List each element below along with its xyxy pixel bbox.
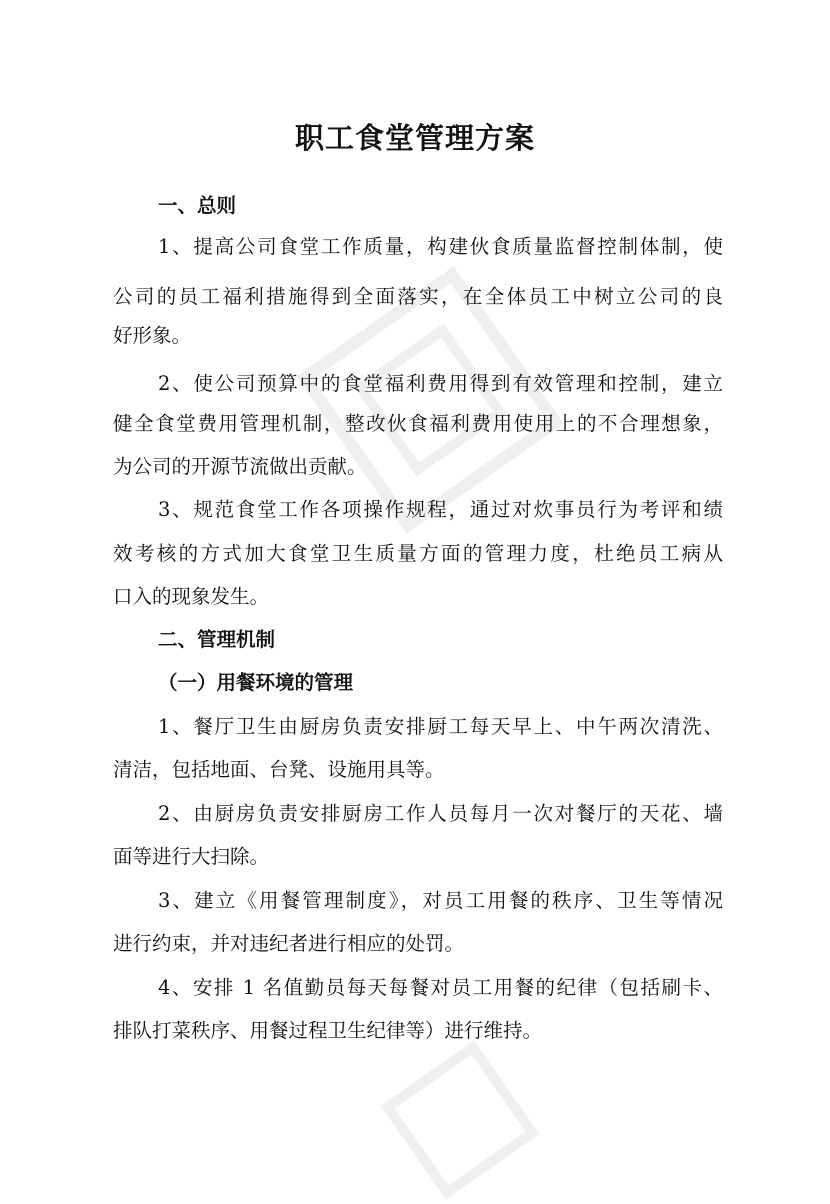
- mechanism-1-line-2: 清洁，包括地面、台凳、设施用具等。: [113, 758, 445, 781]
- mechanism-3-line-2: 进行约束，并对违纪者进行相应的处罚。: [113, 932, 465, 955]
- paragraph-1-line-1: 1、提高公司食堂工作质量，构建伙食质量监督控制体制，使: [158, 235, 723, 258]
- paragraph-3-line-3: 口入的现象发生。: [113, 585, 270, 608]
- paragraph-2-line-1: 2、使公司预算中的食堂福利费用得到有效管理和控制，建立: [158, 372, 723, 395]
- paragraph-3-line-1: 3、规范食堂工作各项操作规程，通过对炊事员行为考评和绩: [158, 498, 723, 521]
- mechanism-2-line-2: 面等进行大扫除。: [113, 845, 270, 868]
- heading-mechanism: 二、管理机制: [158, 628, 276, 651]
- paragraph-1-line-3: 好形象。: [113, 324, 192, 347]
- mechanism-1-line-1: 1、餐厅卫生由厨房负责安排厨工每天早上、中午两次清洗、: [158, 715, 723, 738]
- mechanism-4-line-2: 排队打菜秩序、用餐过程卫生纪律等）进行维持。: [113, 1019, 543, 1042]
- paragraph-2-line-2: 健全食堂费用管理机制，整改伙食福利费用使用上的不合理想象，: [113, 412, 723, 435]
- document-title: 职工食堂管理方案: [294, 121, 535, 155]
- mechanism-2-line-1: 2、由厨房负责安排厨房工作人员每月一次对餐厅的天花、墙: [158, 802, 723, 825]
- paragraph-3-line-2: 效考核的方式加大食堂卫生质量方面的管理力度，杜绝员工病从: [113, 542, 723, 565]
- heading-general: 一、总则: [158, 194, 237, 217]
- mechanism-3-line-1: 3、建立《用餐管理制度》，对员工用餐的秩序、卫生等情况: [158, 889, 723, 912]
- paragraph-2-line-3: 为公司的开源节流做出贡献。: [113, 455, 367, 478]
- subheading-dining-environment: （一）用餐环境的管理: [158, 671, 354, 694]
- watermark-logo-icon-2: [376, 1036, 543, 1203]
- paragraph-1-line-2: 公司的员工福利措施得到全面落实，在全体员工中树立公司的良: [113, 285, 723, 308]
- mechanism-4-line-1: 4、安排 1 名值勤员每天每餐对员工用餐的纪律（包括刷卡、: [158, 976, 723, 999]
